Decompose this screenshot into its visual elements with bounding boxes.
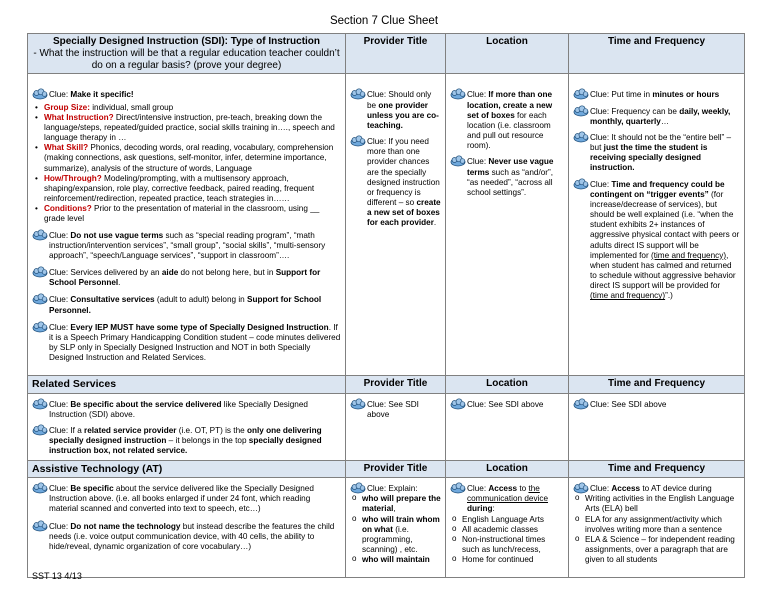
list-item: o who will maintain (350, 555, 441, 565)
list-item: o ELA & Science – for independent reading assignments, over a paragraph that are given to all students (573, 535, 740, 566)
time-clues (569, 74, 745, 376)
clue: Clue: Should only be one provider unless you are co-teaching. (350, 90, 441, 131)
at-provider-list (350, 494, 441, 565)
clue: Clue: Frequency can be daily, weekly, monthly, quarterly… (573, 107, 740, 127)
clue: Clue: It should not be the “entire bell” – but just the time the student is receiving specially designed instruction. (573, 133, 740, 174)
clue-cloud-icon (350, 398, 366, 410)
clue-cloud-icon (32, 482, 48, 494)
provider-header: Provider Title (346, 460, 446, 477)
clue-cloud-icon (573, 398, 589, 410)
clue: Clue: Every IEP MUST have some type of Specially Designed Instruction. If it is a Speech Primary Handicapping Condition student – code minutes delivered by SLP only in Specially Designed Instruction and NOT in both Specially Designed Instruction and Related Services. (32, 323, 341, 364)
related-time (569, 393, 745, 460)
at-location-list (450, 515, 564, 566)
location-header: Location (446, 34, 569, 74)
related-location (446, 393, 569, 460)
clue-cloud-icon (350, 88, 366, 100)
clue: Clue: Consultative services (adult to adult) belong in Support for School Personnel. (32, 295, 341, 315)
clue: Clue: Access to AT device during (573, 484, 740, 494)
list-item: o Non-instructional times such as lunch/recess, (450, 535, 564, 555)
sdi-header: Specially Designed Instruction (SDI): Type of Instruction - What the instruction will be that a regular education teacher couldn’t do on a regular basis? (prove your degree) (28, 34, 346, 74)
clue: Clue: Explain: (350, 484, 441, 494)
list-item: • Group Size: individual, small group (32, 103, 341, 113)
time-header: Time and Frequency (569, 34, 745, 74)
sdi-row (28, 74, 745, 376)
related-clues (28, 393, 346, 460)
clue: Clue: If more than one location, create a new set of boxes for each location (i.e. classroom and pull out resource room). (450, 90, 564, 151)
clue: Clue: If a related service provider (i.e. OT, PT) is the only one delivering specially designed instruction – it belongs in the top specially designed instruction box, not related service. (32, 426, 341, 457)
sdi-clues (28, 74, 346, 376)
clue: Clue: See SDI above (450, 400, 564, 410)
at-row (28, 478, 745, 578)
at-location (446, 478, 569, 578)
footer-code: SST 13 4/13 (32, 571, 82, 581)
location-header: Location (446, 460, 569, 477)
at-header-row (28, 460, 745, 477)
clue-cloud-icon (573, 88, 589, 100)
provider-header: Provider Title (346, 34, 446, 74)
clue-cloud-icon (32, 520, 48, 532)
clue: Clue: Put time in minutes or hours (573, 90, 740, 100)
time-header: Time and Frequency (569, 376, 745, 393)
clue: Clue: Time and frequency could be contingent on “trigger events” (for increase/decrease of services), but should be well explained (i.e. “when the student exhibits 2+ instances of aggressive physical contact with peers or adults direct IS support will be implemented for (time and frequency), when student has calmed and returned to schedule without aggressive behavior direct IS support will be provided for (time and frequency)”.) (573, 180, 740, 302)
list-item: o Home for continued (450, 555, 564, 565)
clue-cloud-icon (450, 88, 466, 100)
at-time (569, 478, 745, 578)
at-header: Assistive Technology (AT) (28, 460, 346, 477)
clue: Clue: Be specific about the service delivered like the Specially Designed Instruction above. (i.e. all books enlarged if under 24 font, which reading material scanned and converted into text to speech, etc…) (32, 484, 341, 515)
location-clues (446, 74, 569, 376)
related-provider (346, 393, 446, 460)
list-item: o English Language Arts (450, 515, 564, 525)
list-item: • What Skill? Phonics, decoding words, oral reading, vocabulary, comprehension (making connections, ask questions, self-monitor, infer, determine importance, summarize), analysis of the structure of words, Language (32, 143, 341, 174)
clue-cloud-icon (32, 321, 48, 333)
provider-clues (346, 74, 446, 376)
clue: Clue: See SDI above (573, 400, 740, 410)
clue: Clue: Access to the communication device during: (450, 484, 564, 515)
at-time-list (573, 494, 740, 565)
sdi-header-row (28, 34, 745, 74)
list-item: o ELA for any assignment/activity which involves writing more than a sentence (573, 515, 740, 535)
clue-cloud-icon (32, 424, 48, 436)
clue-cloud-icon (573, 178, 589, 190)
location-header: Location (446, 376, 569, 393)
clue-table (27, 33, 745, 578)
related-header: Related Services (28, 376, 346, 393)
list-item: • What Instruction? Direct/intensive instruction, pre-teach, breaking down the language/steps, repeated/guided practice, social skills training in…., speech and language therapy in … (32, 113, 341, 144)
page-title: Section 7 Clue Sheet (329, 15, 439, 27)
list-item: o who will train whom on what (i.e. programming, scanning) , etc. (350, 515, 441, 556)
list-item: o Writing activities in the English Language Arts (ELA) bell (573, 494, 740, 514)
clue: Clue: Make it specific! (32, 90, 341, 100)
clue: Clue: If you need more than one provider chances are the specially designed instruction or frequency is different – so create a new set of boxes for each provider. (350, 137, 441, 229)
at-provider (346, 478, 446, 578)
clue: Clue: Services delivered by an aide do not belong here, but in Support for School Personnel. (32, 268, 341, 288)
clue-cloud-icon (32, 88, 48, 100)
clue-cloud-icon (573, 105, 589, 117)
clue-cloud-icon (450, 398, 466, 410)
clue: Clue: Be specific about the service delivered like Specially Designed Instruction (SDI) above. (32, 400, 341, 420)
clue-cloud-icon (450, 482, 466, 494)
related-row (28, 393, 745, 460)
list-item: o who will prepare the material, (350, 494, 441, 514)
related-header-row (28, 376, 745, 393)
time-header: Time and Frequency (569, 460, 745, 477)
at-clues (28, 478, 346, 578)
sdi-bullets (32, 103, 341, 225)
clue: Clue: Never use vague terms such as “and/or”, “as needed”, “across all school settings”. (450, 157, 564, 198)
clue-cloud-icon (32, 229, 48, 241)
clue-cloud-icon (350, 135, 366, 147)
list-item: • How/Through? Modeling/prompting, with a multisensory approach, shaping/expansion, role play, corrective feedback, paired reading, frequent reinforcement/redirection, repeated practice, teach strategies in…… (32, 174, 341, 205)
list-item: o All academic classes (450, 525, 564, 535)
clue-cloud-icon (32, 398, 48, 410)
clue-cloud-icon (450, 155, 466, 167)
clue-cloud-icon (32, 266, 48, 278)
clue: Clue: See SDI above (350, 400, 441, 420)
provider-header: Provider Title (346, 376, 446, 393)
clue-cloud-icon (32, 293, 48, 305)
clue: Clue: Do not name the technology but instead describe the features the child needs (i.e. voice output communication device, with 40 cells, the ability to hide/reveal, dynamic organization of core vocabulary…) (32, 522, 341, 553)
list-item: • Conditions? Prior to the presentation of material in the classroom, using __ grade level (32, 204, 341, 224)
clue: Clue: Do not use vague terms such as “special reading program”, “math instruction/intervention services”, “small group”, “social skills”, “multi-sensory approach”, “speech/Language services”, “support in classroom”…. (32, 231, 341, 262)
clue-cloud-icon (573, 131, 589, 143)
